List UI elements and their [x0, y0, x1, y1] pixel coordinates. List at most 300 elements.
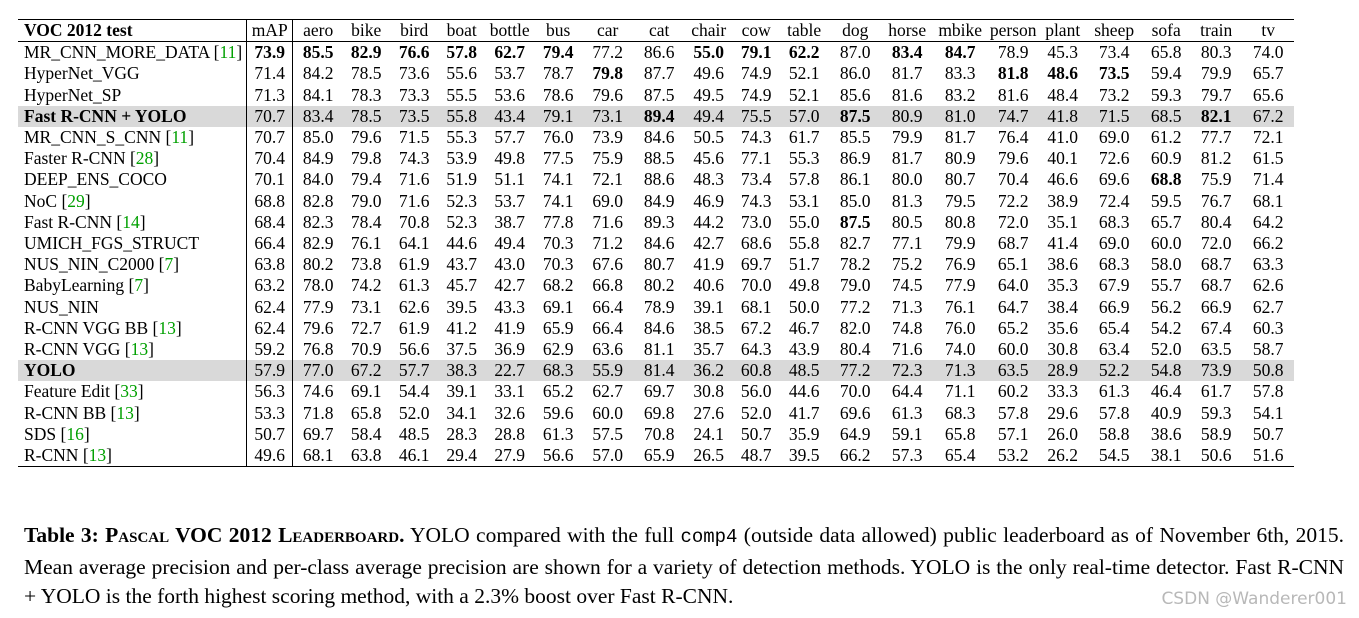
score-cell: 41.2 [446, 317, 477, 338]
citation-link[interactable]: 29 [67, 190, 85, 211]
score-cell: 56.2 [1150, 296, 1182, 317]
citation-link[interactable]: 33 [120, 381, 138, 402]
score-cell: 41.7 [788, 402, 820, 423]
score-cell: 62.4 [247, 297, 293, 318]
score-cell: 40.6 [693, 275, 724, 296]
score-cell: 48.5 [788, 360, 820, 381]
score-cell: 66.4 [592, 296, 623, 317]
score-cell: 77.0 [302, 360, 334, 381]
score-cell: 81.8 [997, 63, 1029, 84]
score-cell: 71.3 [891, 296, 923, 317]
score-cell: 71.3 [247, 85, 293, 106]
score-cell: 54.1 [1252, 402, 1284, 423]
score-cell: 73.1 [592, 105, 623, 126]
score-cell: 57.8 [1252, 381, 1284, 402]
score-cell: 45.3 [1047, 42, 1078, 63]
score-cell: 24.1 [693, 423, 724, 444]
score-cell: 89.4 [643, 105, 675, 126]
table-row [18, 424, 1294, 445]
score-cell: 69.0 [592, 190, 623, 211]
score-cell: 70.7 [247, 127, 293, 148]
citation-link[interactable]: 13 [88, 445, 107, 466]
score-cell: 43.4 [494, 105, 525, 126]
score-cell: 73.4 [740, 169, 772, 190]
score-cell: 35.9 [788, 423, 820, 444]
score-cell: 76.6 [398, 42, 430, 63]
score-cell: 53.3 [247, 403, 293, 424]
column-header-bottle: bottle [489, 20, 530, 40]
method-name: R-CNN VGG BB [24, 317, 149, 338]
score-cell: 49.8 [788, 275, 820, 296]
score-cell: 69.7 [643, 381, 675, 402]
score-cell: 50.6 [1200, 445, 1232, 466]
score-cell: 55.9 [592, 360, 623, 381]
score-cell: 73.4 [1098, 42, 1130, 63]
score-cell: 70.4 [997, 169, 1029, 190]
table-row [18, 339, 1294, 360]
score-cell: 56.6 [542, 445, 574, 466]
score-cell: 57.3 [891, 445, 923, 466]
score-cell: 67.4 [1200, 317, 1232, 338]
score-cell: 67.2 [740, 317, 772, 338]
score-cell: 70.7 [247, 106, 293, 127]
method-name: MR_CNN_S_CNN [24, 127, 162, 148]
score-cell: 55.7 [1150, 275, 1182, 296]
score-cell: 63.6 [592, 339, 623, 360]
score-cell: 33.1 [494, 381, 525, 402]
method-name: NUS_NIN [24, 296, 99, 317]
score-cell: 53.7 [494, 63, 525, 84]
score-cell: 28.3 [446, 423, 477, 444]
score-cell: 52.3 [446, 211, 477, 232]
score-cell: 65.7 [1150, 211, 1182, 232]
method-name-cell: Feature Edit [33] [18, 381, 247, 402]
score-cell: 73.8 [350, 254, 382, 275]
score-cell: 83.4 [891, 42, 923, 63]
score-cell: 59.3 [1200, 402, 1232, 423]
table-body [18, 42, 1294, 467]
citation-link[interactable]: 7 [164, 254, 174, 275]
score-cell: 43.9 [788, 339, 820, 360]
score-cell: 78.5 [350, 105, 382, 126]
score-cell: 50.0 [788, 296, 820, 317]
score-cell: 54.8 [1150, 360, 1182, 381]
score-cell: 57.1 [997, 423, 1029, 444]
score-cell: 74.3 [740, 127, 772, 148]
citation-link[interactable]: 7 [134, 275, 144, 296]
score-cell: 88.6 [643, 169, 675, 190]
score-cell: 49.6 [247, 445, 293, 467]
score-cell: 76.1 [944, 296, 976, 317]
score-cell: 35.7 [693, 339, 724, 360]
score-cell: 79.4 [542, 42, 574, 63]
score-cell: 49.4 [693, 105, 724, 126]
method-name: BabyLearning [24, 275, 125, 296]
score-cell: 81.6 [997, 84, 1029, 105]
method-name-cell [18, 85, 247, 106]
score-cell: 27.9 [494, 445, 525, 466]
score-cell: 51.1 [494, 169, 525, 190]
citation-link[interactable]: 13 [158, 317, 176, 338]
score-cell: 84.9 [302, 148, 334, 169]
score-cell: 82.1 [1200, 105, 1232, 126]
score-cell: 74.5 [891, 275, 923, 296]
score-cell: 40.9 [1150, 402, 1182, 423]
score-cell: 55.3 [788, 148, 820, 169]
score-cell: 74.0 [1252, 42, 1284, 63]
score-cell: 65.1 [997, 254, 1029, 275]
score-cell: 86.9 [839, 148, 871, 169]
score-cell: 74.9 [740, 84, 772, 105]
score-cell: 22.7 [494, 360, 525, 381]
score-cell: 87.5 [643, 84, 675, 105]
score-cell: 70.8 [643, 423, 675, 444]
score-cell: 69.1 [542, 296, 574, 317]
method-name: Feature Edit [24, 381, 111, 402]
citation-link[interactable]: 28 [135, 148, 154, 169]
score-cell: 64.3 [740, 339, 772, 360]
table-row [18, 403, 1294, 424]
score-cell: 68.6 [740, 233, 772, 254]
score-cell: 64.9 [839, 423, 871, 444]
score-cell: 76.1 [350, 233, 382, 254]
score-cell: 71.6 [398, 169, 430, 190]
score-cell: 60.9 [1150, 148, 1182, 169]
column-header-sheep: sheep [1094, 20, 1135, 40]
score-cell: 79.4 [350, 169, 382, 190]
score-cell: 26.5 [693, 445, 724, 466]
score-cell: 84.6 [643, 127, 675, 148]
score-cell: 72.0 [1200, 233, 1232, 254]
score-cell: 79.7 [1200, 84, 1232, 105]
score-cell: 86.0 [839, 63, 871, 84]
score-cell: 60.2 [997, 381, 1029, 402]
score-cell: 72.7 [350, 317, 382, 338]
score-cell: 85.0 [302, 127, 334, 148]
score-cell: 85.6 [839, 84, 871, 105]
score-cell: 81.7 [891, 148, 923, 169]
score-cell: 74.3 [398, 148, 430, 169]
score-cell: 70.0 [839, 381, 871, 402]
column-header-bus: bus [546, 20, 571, 40]
score-cell: 41.9 [693, 254, 724, 275]
score-cell: 60.0 [592, 402, 623, 423]
score-cell: 80.4 [839, 339, 871, 360]
score-cell: 73.6 [398, 63, 430, 84]
method-name: R-CNN BB [24, 402, 107, 423]
score-cell: 64.7 [997, 296, 1029, 317]
score-cell: 70.3 [542, 254, 574, 275]
score-cell: 44.2 [693, 211, 724, 232]
score-cell: 52.1 [788, 63, 820, 84]
score-cell: 44.6 [446, 233, 477, 254]
score-cell: 28.8 [494, 423, 525, 444]
score-cell: 52.0 [398, 402, 430, 423]
score-cell: 41.9 [494, 317, 525, 338]
score-cell: 74.6 [302, 381, 334, 402]
score-cell: 76.9 [944, 254, 976, 275]
score-cell: 38.7 [494, 211, 525, 232]
citation-link[interactable]: 13 [130, 339, 149, 360]
score-cell: 36.9 [494, 339, 525, 360]
method-name-cell: MR_CNN_S_CNN [11] [18, 127, 247, 148]
score-cell: 81.2 [1200, 148, 1232, 169]
score-cell: 77.1 [740, 148, 772, 169]
score-cell: 75.5 [740, 105, 772, 126]
score-cell: 53.2 [997, 445, 1029, 466]
score-cell: 86.6 [643, 42, 675, 63]
score-cell: 79.9 [1200, 63, 1232, 84]
score-cell: 65.6 [1252, 84, 1284, 105]
column-header-cat: cat [648, 20, 670, 40]
score-cell: 65.9 [542, 317, 574, 338]
score-cell: 83.3 [944, 63, 976, 84]
score-cell: 57.8 [1098, 402, 1130, 423]
score-cell: 74.1 [542, 169, 574, 190]
citation-link[interactable]: 11 [171, 127, 189, 148]
score-cell: 72.6 [1098, 148, 1130, 169]
score-cell: 46.1 [398, 445, 430, 466]
score-cell: 38.6 [1150, 423, 1182, 444]
score-cell: 68.5 [1150, 105, 1182, 126]
score-cell: 63.5 [1200, 339, 1232, 360]
score-cell: 45.6 [693, 148, 724, 169]
score-cell: 77.7 [1200, 127, 1232, 148]
score-cell: 55.6 [446, 63, 477, 84]
score-cell: 57.8 [446, 42, 477, 63]
score-cell: 69.7 [302, 423, 334, 444]
column-header-chair: chair [691, 20, 727, 40]
method-name: R-CNN VGG [24, 339, 121, 360]
score-cell: 53.6 [494, 84, 525, 105]
score-cell: 69.0 [1098, 127, 1130, 148]
score-cell: 77.1 [891, 233, 923, 254]
score-cell: 61.5 [1252, 148, 1284, 169]
score-cell: 59.4 [1150, 63, 1182, 84]
score-cell: 46.4 [1150, 381, 1182, 402]
score-cell: 64.4 [891, 381, 923, 402]
method-name: MR_CNN_MORE_DATA [24, 42, 210, 63]
score-cell: 61.9 [398, 317, 430, 338]
score-cell: 71.5 [1098, 105, 1130, 126]
score-cell: 71.6 [592, 211, 623, 232]
score-cell: 72.4 [1098, 190, 1130, 211]
score-cell: 58.9 [1200, 423, 1232, 444]
score-cell: 74.2 [350, 275, 382, 296]
method-name-cell [18, 297, 247, 318]
score-cell: 46.6 [1047, 169, 1078, 190]
score-cell: 79.1 [542, 105, 574, 126]
column-header-dog: dog [842, 20, 869, 40]
score-cell: 56.0 [740, 381, 772, 402]
method-name: NUS_NIN_C2000 [24, 254, 155, 275]
score-cell: 58.8 [1098, 423, 1130, 444]
method-name-cell: Fast R-CNN [14] [18, 212, 247, 233]
score-cell: 41.0 [1047, 127, 1078, 148]
score-cell: 62.7 [1252, 296, 1284, 317]
score-cell: 39.5 [446, 296, 477, 317]
column-header-car: car [597, 20, 619, 40]
score-cell: 33.3 [1047, 381, 1078, 402]
score-cell: 48.3 [693, 169, 724, 190]
score-cell: 30.8 [693, 381, 724, 402]
leaderboard-table [18, 19, 1294, 467]
score-cell: 59.1 [891, 423, 923, 444]
score-cell: 69.8 [643, 402, 675, 423]
score-cell: 71.6 [398, 190, 430, 211]
citation-link[interactable]: 11 [219, 42, 237, 63]
table-row [18, 360, 1294, 381]
score-cell: 79.0 [350, 190, 382, 211]
score-cell: 65.4 [944, 445, 976, 466]
caption-text-1: YOLO compared with the full [410, 523, 675, 547]
score-cell: 58.0 [1150, 254, 1182, 275]
column-header-train: train [1200, 20, 1233, 40]
caption-label: Table 3: [24, 523, 99, 547]
score-cell: 53.1 [788, 190, 820, 211]
score-cell: 34.1 [446, 402, 477, 423]
score-cell: 73.5 [398, 105, 430, 126]
citation-link[interactable]: 14 [122, 211, 140, 232]
score-cell: 38.3 [446, 360, 477, 381]
method-name-cell [18, 360, 247, 381]
score-cell: 60.0 [997, 339, 1029, 360]
score-cell: 46.7 [788, 317, 820, 338]
score-cell: 79.6 [302, 317, 334, 338]
table-row [18, 127, 1294, 148]
score-cell: 76.0 [542, 127, 574, 148]
score-cell: 60.3 [1252, 317, 1284, 338]
score-cell: 51.6 [1252, 445, 1284, 466]
score-cell: 81.1 [643, 339, 675, 360]
score-cell: 65.8 [944, 423, 976, 444]
score-cell: 35.3 [1047, 275, 1078, 296]
score-cell: 68.7 [997, 233, 1029, 254]
score-cell: 79.5 [944, 190, 976, 211]
score-cell: 58.7 [1252, 339, 1284, 360]
score-cell: 71.1 [944, 381, 976, 402]
citation-link[interactable]: 13 [116, 402, 134, 423]
score-cell: 55.3 [446, 127, 477, 148]
table-row [18, 169, 1294, 190]
score-cell: 78.7 [542, 63, 574, 84]
score-cell: 83.4 [302, 105, 334, 126]
score-cell: 82.3 [302, 211, 334, 232]
score-cell: 57.5 [592, 423, 623, 444]
score-cell: 83.2 [944, 84, 976, 105]
method-name: HyperNet_SP [24, 84, 122, 105]
score-cell: 64.2 [1252, 211, 1284, 232]
score-cell: 61.3 [398, 275, 430, 296]
score-cell: 61.3 [542, 423, 574, 444]
score-cell: 73.3 [398, 84, 430, 105]
score-cell: 80.5 [891, 211, 923, 232]
score-cell: 36.2 [693, 360, 724, 381]
score-cell: 66.4 [592, 317, 623, 338]
score-cell: 70.8 [398, 211, 430, 232]
score-cell: 35.6 [1047, 317, 1078, 338]
score-cell: 66.9 [1098, 296, 1130, 317]
score-cell: 64.0 [997, 275, 1029, 296]
score-cell: 74.0 [944, 339, 976, 360]
score-cell: 53.7 [494, 190, 525, 211]
score-cell: 84.1 [302, 84, 334, 105]
score-cell: 59.6 [542, 402, 574, 423]
score-cell: 79.6 [350, 127, 382, 148]
score-cell: 57.7 [494, 127, 525, 148]
score-cell: 82.9 [302, 233, 334, 254]
score-cell: 82.0 [839, 317, 871, 338]
score-cell: 43.0 [494, 254, 525, 275]
score-cell: 54.4 [398, 381, 430, 402]
score-cell: 69.1 [350, 381, 382, 402]
column-header-bird: bird [400, 20, 429, 40]
score-cell: 49.6 [693, 63, 724, 84]
score-cell: 44.6 [788, 381, 820, 402]
score-cell: 68.7 [1200, 254, 1232, 275]
score-cell: 50.5 [693, 127, 724, 148]
score-cell: 86.1 [839, 169, 871, 190]
column-header-mAP: mAP [247, 20, 293, 42]
score-cell: 74.9 [740, 63, 772, 84]
score-cell: 80.4 [1200, 211, 1232, 232]
score-cell: 73.5 [1098, 63, 1130, 84]
column-header-bike: bike [351, 20, 382, 40]
score-cell: 77.8 [542, 211, 574, 232]
method-name-cell [18, 233, 247, 254]
score-cell: 68.8 [247, 191, 293, 212]
score-cell: 66.4 [247, 233, 293, 254]
score-cell: 78.4 [350, 211, 382, 232]
score-cell: 73.1 [350, 296, 382, 317]
method-name-cell: BabyLearning [7] [18, 275, 247, 296]
score-cell: 69.0 [1098, 233, 1130, 254]
score-cell: 56.3 [247, 381, 293, 402]
table-row [18, 85, 1294, 106]
score-cell: 71.2 [592, 233, 623, 254]
score-cell: 49.4 [494, 233, 525, 254]
score-cell: 55.5 [446, 84, 477, 105]
score-cell: 73.9 [247, 42, 293, 64]
score-cell: 39.1 [446, 381, 477, 402]
score-cell: 74.8 [891, 317, 923, 338]
score-cell: 57.8 [788, 169, 820, 190]
citation-link[interactable]: 16 [66, 423, 84, 444]
column-header-mbike: mbike [938, 20, 983, 40]
score-cell: 42.7 [693, 233, 724, 254]
score-cell: 68.4 [247, 212, 293, 233]
method-name-cell: R-CNN [13] [18, 445, 247, 467]
score-cell: 68.2 [542, 275, 574, 296]
score-cell: 81.7 [891, 63, 923, 84]
score-cell: 65.2 [997, 317, 1029, 338]
score-cell: 74.7 [997, 105, 1029, 126]
table-row [18, 254, 1294, 275]
score-cell: 50.7 [1252, 423, 1284, 444]
score-cell: 82.8 [302, 190, 334, 211]
score-cell: 79.9 [944, 233, 976, 254]
score-cell: 70.9 [350, 339, 382, 360]
score-cell: 38.9 [1047, 190, 1078, 211]
score-cell: 62.6 [398, 296, 430, 317]
table-row [18, 148, 1294, 169]
score-cell: 41.4 [1047, 233, 1078, 254]
method-name-cell: NoC [29] [18, 191, 247, 212]
score-cell: 43.7 [446, 254, 477, 275]
score-cell: 38.4 [1047, 296, 1078, 317]
table-header-row [18, 20, 1294, 42]
score-cell: 66.2 [1252, 233, 1284, 254]
